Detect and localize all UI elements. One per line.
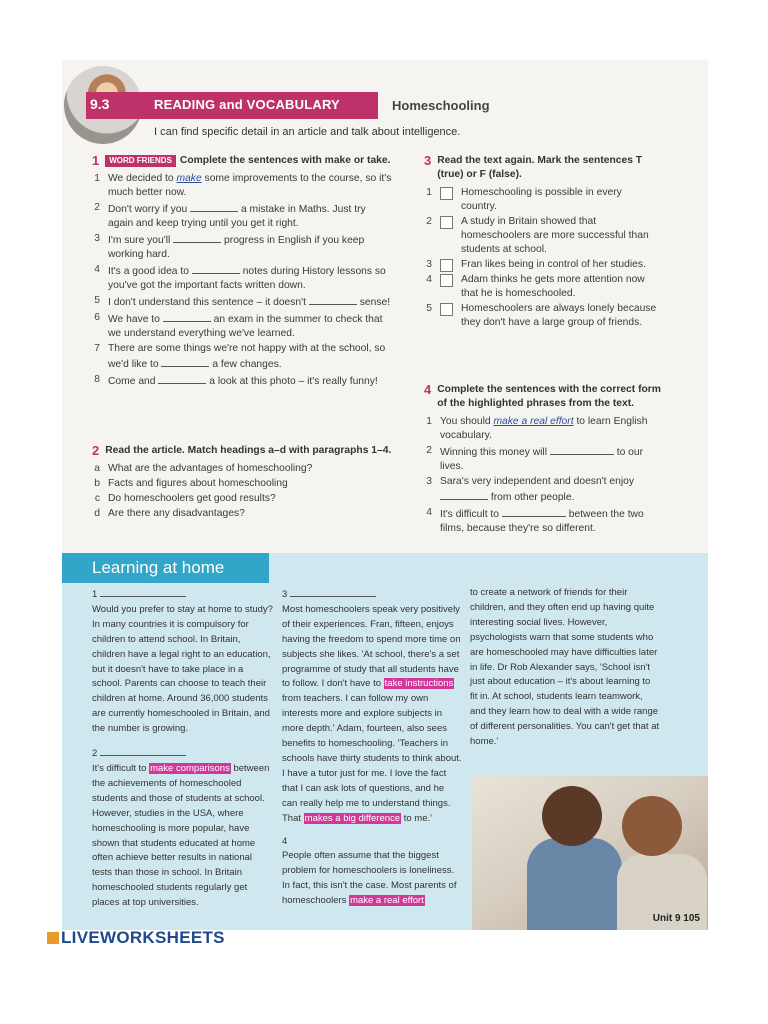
list-item: 2 A study in Britain showed that homeschoolers are more successful than students at school. — [426, 216, 649, 255]
liveworksheets-logo[interactable]: LIVEWORKSHEETS — [47, 928, 225, 948]
answer-checkbox[interactable] — [440, 187, 453, 200]
answer-blank[interactable] — [173, 232, 221, 243]
list-item: b Facts and figures about homeschooling — [94, 478, 288, 489]
list-item: 3 Sara's very independent and doesn't enjoy from other people. — [426, 476, 634, 503]
list-item: 1 Homeschooling is possible in every country. — [426, 187, 622, 212]
exercise-number: 1 — [92, 153, 100, 168]
answer-checkbox[interactable] — [440, 274, 453, 287]
highlighted-phrase: take instructions — [384, 678, 454, 690]
article-title: Learning at home — [62, 553, 269, 583]
exercise-2 — [92, 444, 392, 522]
list-item: 8 Come and a look at this photo – it's really funny! — [94, 374, 378, 387]
article-column-1 — [92, 586, 274, 911]
article-column-3 — [470, 586, 660, 750]
list-item: 1 You should make a real effort to learn English vocabulary. — [426, 416, 648, 441]
paragraph-number: 3 — [282, 586, 462, 603]
heading-blank[interactable] — [100, 745, 186, 756]
exercise-instruction: Read the text again. Mark the sentences T (true) or F (false). — [437, 155, 643, 180]
answer-blank[interactable] — [158, 373, 206, 384]
list-item: d Are there any disadvantages? — [94, 508, 245, 519]
answer-blank[interactable] — [190, 201, 238, 212]
highlighted-phrase: make a real effort — [350, 895, 424, 907]
exercise-instruction: Read the article. Match headings a–d with paragraphs 1–4. — [105, 445, 392, 456]
article-photo — [472, 776, 708, 930]
list-item: 1 We decided to make some improvements to the course, so it's much better now. — [94, 173, 392, 198]
list-item: 5 I don't understand this sentence – it doesn't sense! — [94, 295, 391, 308]
answer-blank[interactable] — [309, 294, 357, 305]
logo-icon — [47, 932, 59, 944]
list-item: 4 It's a good idea to notes during History lessons so you've got the important facts written down. — [94, 264, 386, 291]
paragraph-2: It's difficult to make comparisons between the achievements of homeschooled students and those of students at school. However, studies in the USA, where homeschooling is more popular, have shown that students educated at home often achieve better results in national tests than those in school. In Britain homeschooled students regularly get places at top universities. — [92, 762, 270, 909]
paragraph-1: Would you prefer to stay at home to study? In many countries it is compulsory for children to attend school. In Britain, children have a legal right to an education, but it doesn't have to take place in a school. Parents can choose to teach their children at home. Around 36,000 students are currently homeschooled in Britain, and the number is growing. — [92, 603, 273, 735]
paragraph-4-continued: to create a network of friends for their children, and they often end up having quite interesting social lives. However, psychologists warn that some students who are homeschooled may have difficulties later in life. Dr Rob Alexander says, 'School isn't just about education – it's about learning to fit in. At school, students learn teamwork, and they learn how to deal with a wide range of different personalities. You can't get that at home.' — [470, 587, 660, 748]
exercise-number: 3 — [424, 153, 432, 168]
list-item: c Do homeschoolers get good results? — [94, 493, 276, 504]
list-item: 4 It's difficult to between the two films, because they're so different. — [426, 507, 644, 534]
list-item: 7 There are some things we're not happy with at the school, so we'd like to a few changes. — [94, 343, 386, 370]
paragraph-number: 4 — [282, 835, 288, 847]
list-item: 2 Don't worry if you a mistake in Maths. Just try again and keep trying until you get it right. — [94, 202, 366, 229]
heading-options — [92, 462, 392, 521]
answer-checkbox[interactable] — [440, 303, 453, 316]
paragraph-number: 2 — [92, 745, 274, 762]
paragraph-4: People often assume that the biggest problem for homeschoolers is loneliness. In fact, this isn't the case. Most parents of homeschoolers make a real effort — [282, 850, 457, 907]
exercise-1 — [92, 154, 392, 390]
exercise-number: 4 — [424, 382, 432, 397]
answer-blank[interactable] — [440, 489, 488, 500]
list-item: 3 Fran likes being in control of her studies. — [426, 259, 646, 270]
heading-blank[interactable] — [100, 586, 186, 597]
exercise-items — [424, 415, 662, 536]
exercise-instruction: WORD FRIENDS Complete the sentences with make or take. — [105, 154, 390, 168]
answer-blank[interactable] — [163, 311, 211, 322]
answer-blank[interactable] — [161, 356, 209, 367]
answer-blank[interactable] — [550, 444, 614, 455]
lesson-number: 9.3 — [90, 96, 110, 112]
exercise-items — [92, 172, 392, 389]
textbook-page — [62, 60, 708, 930]
list-item: 3 I'm sure you'll progress in English if you keep working hard. — [94, 233, 365, 260]
lesson-topic: Homeschooling — [392, 98, 490, 113]
list-item: 5 Homeschoolers are always lonely because they don't have a large group of friends. — [426, 303, 657, 328]
lesson-title: READING and VOCABULARY — [154, 97, 340, 112]
list-item: 6 We have to an exam in the summer to check that we understand everything we've learned. — [94, 312, 383, 339]
exercise-3 — [424, 154, 660, 331]
list-item: a What are the advantages of homeschooling? — [94, 463, 313, 474]
article-panel — [62, 553, 708, 930]
paragraph-number: 1 — [92, 586, 274, 603]
answer-checkbox[interactable] — [440, 216, 453, 229]
list-item: 4 Adam thinks he gets more attention now that he is homeschooled. — [426, 274, 645, 299]
heading-blank[interactable] — [290, 586, 376, 597]
exercise-4 — [424, 383, 662, 537]
list-item: 2 Winning this money will to our lives. — [426, 445, 644, 472]
highlighted-phrase: makes a big difference — [304, 812, 401, 824]
answer-example: make a real effort — [493, 416, 574, 427]
article-column-2 — [282, 586, 462, 909]
answer-blank[interactable] — [502, 506, 566, 517]
true-false-items — [424, 186, 660, 330]
lesson-objective: I can find specific detail in an article and talk about intelligence. — [154, 126, 461, 138]
paragraph-3: Most homeschoolers speak very positively of their experiences. Fran, fifteen, enjoys having the freedom to spend more time on subjects she likes. 'At school, there's a set programme of study that all students have to follow. I don't have to take instructions from teachers. I can follow my own interests more and explore subjects in more depth.' Adam, fourteen, also sees benefits to homeschooling. 'Teachers in schools have thirty students to think about. I have a tutor just for me. I love the fact that I can ask lots of questions, and he can really help me to understand things. That makes a big difference to me.' — [282, 603, 462, 824]
answer-blank[interactable] — [192, 263, 240, 274]
word-friends-badge: WORD FRIENDS — [105, 155, 176, 167]
answer-checkbox[interactable] — [440, 259, 453, 272]
answer-example: make — [176, 173, 202, 184]
page-number: Unit 9 105 — [652, 913, 700, 924]
exercise-number: 2 — [92, 443, 100, 458]
exercise-instruction: Complete the sentences with the correct form of the highlighted phrases from the text. — [437, 384, 661, 409]
highlighted-phrase: make comparisons — [150, 762, 230, 774]
